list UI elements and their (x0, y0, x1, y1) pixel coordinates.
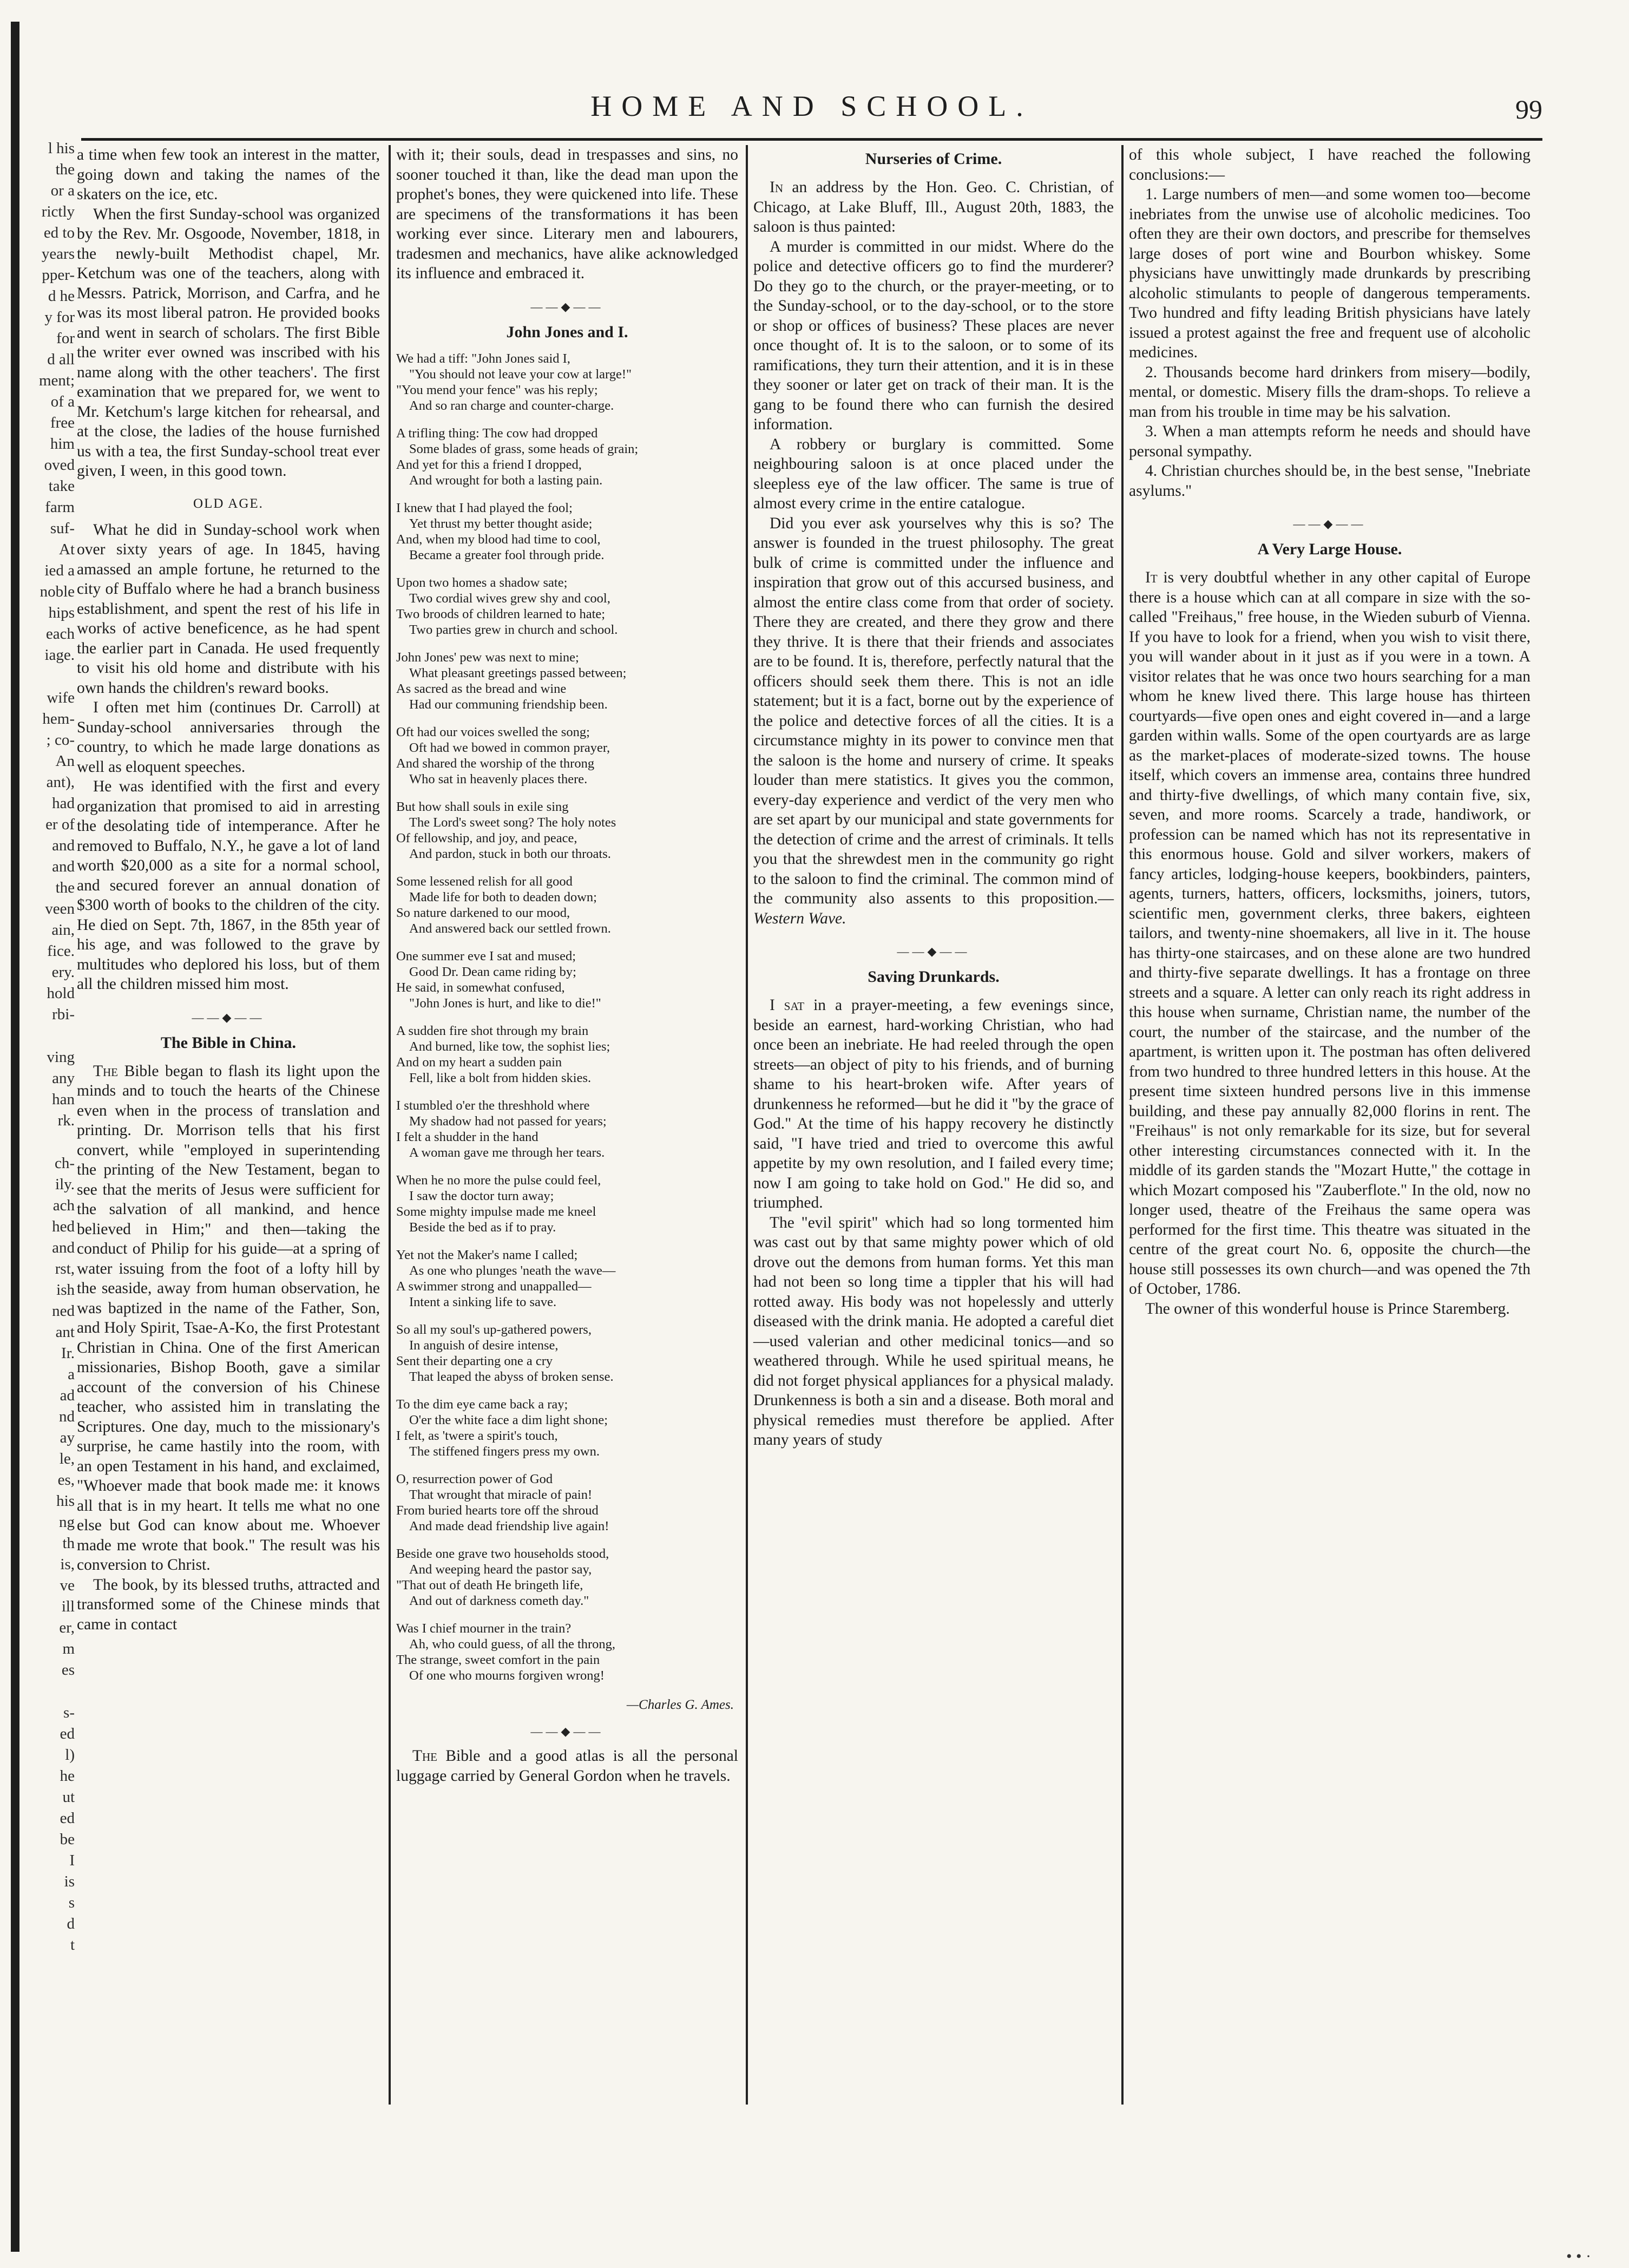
fragment-line: ery. (51, 963, 75, 981)
poem-line: Fell, like a bolt from hidden skies. (409, 1070, 592, 1085)
fragment-line: years (41, 245, 75, 263)
fragment-line: take (48, 477, 75, 495)
column-3 (753, 145, 1114, 1450)
numbered-conclusion: 1. Large numbers of men—and some women too—become inebriates from the unwise use of alcoholic medicines. Too often they are their own doctors, and prescribe for themselves large doses of port wine and Bourbon whiskey. Some physicians have unwittingly made drunkards by prescribing alcoholic stimulants to people of dangerous temperaments. Two hundred and fifty leading British physicians have lately issued a protest against the free and frequent use of alcoholic medicines. (1129, 186, 1531, 361)
fragment-gap (26, 666, 75, 687)
poem-line: Oft had our voices swelled the song; (396, 724, 590, 739)
fragment-line: iage. (44, 646, 75, 664)
poem-stanza (396, 724, 738, 787)
fragment-line: t (70, 1936, 75, 1954)
poem-line: But how shall souls in exile sing (396, 799, 569, 814)
poem-line: The stiffened fingers press my own. (409, 1444, 600, 1459)
poem-line: Yet not the Maker's name I called; (396, 1247, 578, 1262)
fragment-gap (26, 1131, 75, 1153)
poem (396, 351, 738, 1683)
poem-stanza (396, 1546, 738, 1609)
fragment-line: ve (60, 1577, 75, 1594)
fragment-line: le, (59, 1450, 75, 1467)
fragment-line: ach (52, 1197, 75, 1214)
poem-stanza (396, 425, 738, 488)
poem-stanza (396, 1098, 738, 1161)
poem-stanza (396, 1322, 738, 1385)
fragment-line: rictly (41, 203, 75, 220)
fragment-line: his (56, 1492, 75, 1510)
fragment-line: each (45, 625, 75, 643)
poem-line: Intent a sinking life to save. (409, 1294, 557, 1309)
poem-line: A trifling thing: The cow had dropped (396, 425, 598, 441)
poem-stanza (396, 1247, 738, 1310)
article-paragraph: The "evil spirit" which had so long tormented him was cast out by that same mighty power which of old drove out the demons from human forms. Yet this man had not been so long time a tippler that his will had rotted away. His body was not hopelessly and utterly diseased with the drink mania. He adopted a careful diet—used valerian and other medicinal tonics—and so weathered through. While he used spiritual means, he did not forget physical appliances for a physical malady. Drunkenness is both a sin and a disease. Both moral and physical remedies must therefore be applied. After many years of study (753, 1214, 1114, 1448)
poem-line: And weeping heard the pastor say, (409, 1562, 592, 1577)
fragment-line: hem- (42, 710, 75, 727)
poem-line: The Lord's sweet song? The holy notes (409, 815, 616, 830)
poem-stanza (396, 1397, 738, 1459)
poem-line: As one who plunges 'neath the wave— (409, 1263, 616, 1278)
article-paragraph: a time when few took an interest in the matter, going down and taking the names of the skaters on the ice, etc. (77, 146, 380, 203)
source-credit: Western Wave. (753, 909, 846, 927)
fragment-line: er, (59, 1619, 75, 1636)
poem-line: When he no more the pulse could feel, (396, 1172, 601, 1188)
fragment-line: ant (55, 1323, 75, 1341)
page-bottom-marks: • • · (1566, 2247, 1591, 2265)
poem-line: O'er the white face a dim light shone; (409, 1412, 608, 1427)
poem-title: John Jones and I. (506, 323, 628, 341)
column-rule (1121, 145, 1124, 2105)
article-heading: Nurseries of Crime. (865, 150, 1002, 168)
article-paragraph: A murder is committed in our midst. Where do the police and detective officers go to find the murderer? Do they go to the church, or the prayer-meeting, or to the Sunday-school, or to the day-school, or to the store or shop or offices of business? These places are never once thought of. It is to the saloon, or to some of its ramifications, they turn their attention, and it is in these they sooner or later get on track of their man. It is the gang to be found there who can furnish the desired information. (753, 238, 1114, 433)
fragment-line: y for (44, 309, 75, 326)
poem-line: He said, in somewhat confused, (396, 980, 565, 995)
poem-line: We had a tiff: "John Jones said I, (396, 351, 570, 366)
fragment-line: fice. (47, 942, 75, 960)
poem-line: To the dim eye came back a ray; (396, 1397, 568, 1412)
article-paragraph (77, 1061, 380, 1575)
fragment-line: ng (59, 1513, 75, 1531)
poem-line: Beside the bed as if to pray. (409, 1220, 556, 1235)
article-paragraph: What he did in Sunday-school work when over sixty years of age. In 1845, having amassed an ample fortune, he returned to the city of Buffalo where he had a branch business establishment, and spent the rest of his life in works of active beneficence, as he had spent the earlier part in Canada. He used frequently to visit his old home and distribute with his own hands the children's reward books. (77, 521, 380, 697)
fragment-line: hips (48, 604, 75, 621)
lead-word: It (1145, 569, 1158, 586)
poem-line: A sudden fire shot through my brain (396, 1023, 589, 1038)
poem-stanza (396, 1023, 738, 1086)
poem-line: Became a greater fool through pride. (409, 547, 605, 562)
lead-word: In (770, 179, 783, 196)
fragment-line: ut (62, 1788, 75, 1806)
poem-line: And yet for this a friend I dropped, (396, 457, 582, 472)
poem-line: And shared the worship of the throng (396, 756, 595, 771)
fragment-line: a (68, 1366, 75, 1383)
poem-line: A woman gave me through her tears. (409, 1145, 605, 1160)
paragraph-text: an address by the Hon. Geo. C. Christian, of Chicago, at Lake Bluff, Ill., August 20th, 1883, the saloon is thus painted: (753, 179, 1114, 235)
fragment-line: An (55, 752, 75, 770)
poem-line: What pleasant greetings passed between; (409, 665, 627, 680)
fragment-line: of a (50, 393, 75, 410)
poem-stanza (396, 650, 738, 712)
poem-line: So nature darkened to our mood, (396, 905, 570, 920)
fragment-line: ily. (55, 1176, 75, 1193)
fragment-line: and (52, 1239, 75, 1256)
page-header (81, 89, 1542, 141)
poem-line: Had our communing friendship been. (409, 697, 608, 712)
fragment-line: ay (60, 1429, 75, 1446)
fragment-line: l) (65, 1746, 75, 1764)
poem-line: "That out of death He bringeth life, (396, 1577, 583, 1592)
fragment-line: han (52, 1091, 75, 1108)
fragment-line: s- (63, 1704, 75, 1721)
poem-line: Some lessened relish for all good (396, 874, 573, 889)
poem-line: That leaped the abyss of broken sense. (409, 1369, 614, 1384)
article-paragraph: He was identified with the first and every organization that promised to aid in arresting the desolating tide of intemperance. After he removed to Buffalo, N.Y., he gave a lot of land worth $20,000 as a site for a normal school, and secured forever an annual donation of $300 worth of books to the children of the city. He died on Sept. 7th, 1867, in the 85th year of his age, and was followed to the grave by multitudes who deplored his loss, but of them all the children missed him most. (77, 778, 380, 993)
ornament-divider: ——◆—— (530, 1725, 604, 1738)
article-heading: The Bible in China. (160, 1033, 297, 1052)
fragment-line: ed to (43, 224, 75, 241)
fragment-line: d all (47, 351, 75, 368)
article-heading: A Very Large House. (1257, 540, 1402, 558)
column-rule (746, 145, 748, 2105)
paragraph-text: in a prayer-meeting, a few evenings since, beside an earnest, hard-working Christian, who had once been an inebriate. He had reeled through the open streets—an object of pity to his friends, and of burning shame to his heart-broken wife. After years of drunkenness he reformed—but he did it "by the grace of God." At the time of his happy recovery he distinctly said, "I have tried and tried to overcome this awful appetite by my own resolution, and I failed every time; now I am going to take hold on God." He did so, and triumphed. (753, 997, 1114, 1211)
poem-line: And so ran charge and counter-charge. (409, 398, 614, 413)
fragment-line: free (50, 414, 75, 431)
poem-line: I stumbled o'er the threshhold where (396, 1098, 590, 1113)
fragment-line: and (52, 837, 75, 854)
paragraph-text: Bible and a good atlas is all the personal luggage carried by General Gordon when he travels. (396, 1747, 739, 1785)
poem-line: "You mend your fence" was his reply; (396, 382, 598, 397)
numbered-conclusion: 3. When a man attempts reform he needs and should have personal sympathy. (1129, 423, 1531, 460)
binding-rule (11, 22, 19, 2252)
fragment-line: ned (52, 1302, 75, 1320)
paragraph-text: Bible began to flash its light upon the minds and to touch the hearts of the Chinese even when in the process of translation and printing. Dr. Morrison tells that his first convert, while "employed in superintending the printing of the New Testament, began to see that the merits of Jesus were sufficient for the salvation of all mankind, and hence believed in Him;" and then—taking the conduct of Philip for his guide—at a spring of water issuing from the foot of a lofty hill by the seaside, away from human observation, he was baptized in the name of the Father, Son, and Holy Spirit, Tsae-A-Ko, the first Protestant Christian in China. One of the first American missionaries, Bishop Booth, gave a similar account of the conversion of his Chinese teacher, who assisted him in translating the Scriptures. One day, much to the missionary's surprise, he came hastily into the room, with an open Testament in his hand, and exclaimed, "Whoever made that book made me: it knows all that is in my heart. It tells me what no one else but God can know about me. Whoever made me wrote that book." The result was his conversion to Christ. (77, 1062, 380, 1574)
poem-line: Two broods of children learned to hate; (396, 606, 606, 621)
paragraph-text: is very doubtful whether in any other capital of Europe there is a house which can at all compare in size with the so-called "Freihaus," free house, in the Wieden suburb of Vienna. If you have to look for a friend, when you wish to visit there, you will wander about in it just as if you were in a town. A visitor relates that he was once two hours searching for a man whom he knew lived there. This large house has thirteen courtyards—five open ones and eight covered in—and a large garden within walls. Some of the open courtyards are as large as the market-places of moderate-sized towns. The house itself, which covers an immense area, contains three hundred and thirty-five dwellings, of which many contain five, six, seven, and more rooms. Scarcely a trade, handiwork, or profession can be named which has not its representative in this enormous house. Gold and silver workers, makers of fancy articles, lodging-house keepers, bookbinders, painters, agents, turners, hatters, officers, locksmiths, joiners, tutors, scientific men, government clerks, three bakers, eighteen tailors, and twenty-nine shoemakers, all live in it. The house has thirty-one staircases, and on these alone are two hundred and thirty-five separate dwellings. It has a frontage on three streets and a square. A letter can only reach its right address in this house when surname, Christian name, the number of the court, the number of the staircase, and the number of the apartment, is written upon it. The postman has often delivered from two hundred to three hundred letters in this house. At the present time sixteen hundred persons live in this immense building, and these pay annually 82,000 florins in rent. The "Freihaus" is not only remarkable for its size, but for several other interesting circumstances connected with it. In the middle of its garden stands the "Mozart Hutte," the cottage in which Mozart composed his "Zauberflote." In the old, now no longer used, theatre of the Freihaus the same opera was performed for the first time. This theatre was situated in the centre of the great court No. 6, opposite the church—the house still possesses its own church—and was opened the 7th of October, 1786. (1129, 569, 1531, 1297)
poem-line: And, when my blood had time to cool, (396, 532, 601, 547)
article-paragraph (753, 178, 1114, 237)
poem-line: As sacred as the bread and wine (396, 681, 567, 696)
poem-line: Upon two homes a shadow sate; (396, 575, 568, 590)
poem-line: And answered back our settled frown. (409, 921, 611, 936)
fragment-line: wife (47, 689, 75, 706)
poem-line: Good Dr. Dean came riding by; (409, 964, 576, 979)
fragment-line: ied a (44, 562, 75, 579)
article-paragraph (1129, 568, 1531, 1299)
header-rule (81, 138, 1542, 141)
poem-stanza (396, 500, 738, 563)
fragment-line: veen (45, 900, 75, 917)
fragment-line: or a (50, 182, 75, 199)
fragment-line: the (55, 161, 75, 178)
fragment-line: es, (57, 1471, 75, 1489)
poem-line: And made dead friendship live again! (409, 1518, 609, 1533)
poem-line: The strange, sweet comfort in the pain (396, 1652, 600, 1667)
poem-line: John Jones' pew was next to mine; (396, 650, 579, 665)
poem-stanza (396, 1172, 738, 1235)
adjacent-page-strip (0, 0, 75, 2268)
fragment-line: farm (45, 499, 75, 516)
masthead-title: HOME AND SCHOOL. (590, 90, 1033, 122)
fragment-line: Ir. (61, 1345, 75, 1362)
fragment-line: hed (52, 1218, 75, 1235)
article-paragraph (753, 514, 1114, 929)
fragment-line: oved (44, 456, 75, 474)
poem-line: Two cordial wives grew shy and cool, (409, 591, 610, 606)
fragment-line: ed (60, 1725, 75, 1742)
article-paragraph: When the first Sunday-school was organized by the Rev. Mr. Osgoode, November, 1818, in the newly-built Methodist chapel, Mr. Ketchum was one of the teachers, along with Messrs. Patrick, Morrison, and Carfra, and he was its most liberal patron. He provided books and went in search of scholars. The first Bible the writer ever owned was inscribed with his name along with the other teachers'. The first examination that we prepared for, we went to Mr. Ketchum's large kitchen for rehearsal, and at the close, the ladies of the house furnished us with a tea, the first Sunday-school treat ever given, I ween, in this good town. (77, 205, 380, 480)
poem-line: And pardon, stuck in both our throats. (409, 846, 611, 861)
article-paragraph: I often met him (continues Dr. Carroll) at Sunday-school anniversaries through the country, to which he made large donations as well as eloquent speeches. (77, 699, 380, 776)
fragment-line: s (68, 1894, 75, 1911)
poem-line: I knew that I had played the fool; (396, 500, 573, 515)
fragment-line: l his (48, 140, 75, 157)
poem-line: And out of darkness cometh day." (409, 1593, 589, 1608)
paragraph-text: Did you ever ask yourselves why this is so? The answer is founded in the truest philosophy. The great bulk of crime is committed under the influence and inspiration that grow out of this accursed business, and almost the entire class come from that order of society. There they are created, and there they grow and there they thrive. It is there that their friends and associates are to be found. It is, therefore, perfectly natural that the officers should seek them there. This is not an idle statement; but it is a fact, borne out by the experience of the police and detective forces of all the cities. It is a circumstance mighty in its power to convince men that the saloon is the home and nursery of crime. It speaks louder than mere statistics. It gives you the common, every-day experience and verdict of the very men who are set apart by our municipal and state governments for the detection of crime and the arrest of criminals. It tells you that the shrewdest men in the community go right to the saloon to find the criminal. The common mind of the community also assents to this proposition.— (753, 514, 1114, 907)
poem-stanza (396, 874, 738, 936)
ornament-divider: ——◆—— (530, 299, 604, 313)
lead-word: The (412, 1747, 438, 1765)
fragment-line: ain, (51, 921, 75, 939)
poem-line: Made life for both to deaden down; (409, 889, 597, 904)
fragment-line: rbi- (52, 1006, 75, 1023)
fragment-line: ed (60, 1810, 75, 1827)
fragment-line: I (69, 1852, 75, 1869)
ornament-divider: ——◆—— (897, 945, 970, 958)
fragment-line: ish (56, 1281, 75, 1299)
fragment-line: nd (59, 1408, 75, 1425)
poem-line: One summer eve I sat and mused; (396, 948, 576, 963)
fragment-line: rk. (57, 1112, 75, 1129)
fragment-line: suf- (50, 520, 75, 537)
poem-line: "John Jones is hurt, and like to die!" (409, 995, 601, 1011)
poem-line: Sent their departing one a cry (396, 1353, 553, 1368)
adjacent-column-fragments (26, 138, 75, 1956)
poem-line: Of one who mourns forgiven wrong! (409, 1668, 605, 1683)
article-paragraph: The owner of this wonderful house is Prince Staremberg. (1145, 1300, 1510, 1317)
fragment-gap (26, 1681, 75, 1702)
fragment-line: ch- (54, 1155, 75, 1172)
column-2 (396, 145, 738, 1786)
article-paragraph: of this whole subject, I have reached the following conclusions:— (1129, 146, 1531, 183)
poem-line: And wrought for both a lasting pain. (409, 473, 603, 488)
fragment-line: er of (45, 816, 75, 833)
numbered-conclusion: 2. Thousands become hard drinkers from misery—bodily, mental, or domestic. Misery fills the dram-shops. To relieve a man from his trouble in time may be his salvation. (1129, 363, 1531, 421)
fragment-line: pper- (42, 266, 75, 284)
fragment-gap (26, 1025, 75, 1047)
fragment-line: him (50, 435, 75, 453)
fragment-line: he (60, 1767, 75, 1785)
poem-line: Who sat in heavenly places there. (409, 771, 588, 786)
lead-word: The (93, 1062, 119, 1080)
page-number: 99 (1515, 94, 1542, 124)
article-paragraph: with it; their souls, dead in trespasses and sins, no sooner touched it than, like the dead man upon the prophet's bones, they were quickened into life. These are specimens of the transformations it has been working ever since. Literary men and labourers, tradesmen and mechanics, have alike acknowledged its influence and embraced it. (396, 146, 738, 282)
fragment-line: is (64, 1873, 75, 1890)
fragment-line: rst, (55, 1260, 75, 1277)
lead-word: I sat (770, 997, 805, 1014)
poem-line: Of fellowship, and joy, and peace, (396, 830, 577, 845)
fragment-line: had (52, 795, 75, 812)
fragment-line: ant), (46, 774, 75, 791)
fragment-line: is, (60, 1556, 75, 1573)
poem-line: Beside one grave two households stood, (396, 1546, 609, 1561)
fragment-line: hold (47, 985, 75, 1002)
poem-line: Ah, who could guess, of all the throng, (409, 1636, 616, 1651)
poem-line: That wrought that miracle of pain! (409, 1487, 593, 1502)
poem-line: A swimmer strong and unappalled— (396, 1279, 592, 1294)
article-paragraph (396, 1746, 738, 1786)
article-paragraph (753, 995, 1114, 1213)
fragment-line: ill (61, 1598, 75, 1615)
poem-stanza (396, 1471, 738, 1534)
fragment-line: es (61, 1661, 75, 1679)
poem-line: Was I chief mourner in the train? (396, 1621, 572, 1636)
poem-line: From buried hearts tore off the shroud (396, 1503, 599, 1518)
ornament-divider: ——◆—— (192, 1010, 265, 1024)
fragment-line: th (62, 1535, 75, 1552)
fragment-line: the (55, 879, 75, 896)
poem-line: I saw the doctor turn away; (409, 1188, 554, 1203)
poem-line: Some mighty impulse made me kneel (396, 1204, 596, 1219)
column-rule (389, 145, 391, 2105)
column-1 (77, 145, 380, 1634)
section-subheading: OLD AGE. (193, 496, 264, 511)
poem-line: Oft had we bowed in common prayer, (409, 740, 610, 755)
fragment-line: d he (48, 287, 75, 305)
fragment-line: noble (40, 583, 75, 600)
poem-line: My shadow had not passed for years; (409, 1113, 607, 1129)
poem-line: Some blades of grass, some heads of grain; (409, 441, 639, 456)
poem-line: O, resurrection power of God (396, 1471, 553, 1486)
fragment-line: and (52, 858, 75, 875)
column-4 (1129, 145, 1531, 1319)
article-paragraph: The book, by its blessed truths, attracted and transformed some of the Chinese minds that came in contact (77, 1576, 380, 1633)
fragment-line: At (59, 541, 75, 558)
poem-line: And burned, like tow, the sophist lies; (409, 1039, 610, 1054)
poem-line: I felt, as 'twere a spirit's touch, (396, 1428, 558, 1443)
fragment-line: for (56, 330, 75, 347)
fragment-line: be (60, 1831, 75, 1848)
poem-line: In anguish of desire intense, (409, 1338, 559, 1353)
poem-line: Yet thrust my better thought aside; (409, 516, 593, 531)
poem-line: Two parties grew in church and school. (409, 622, 618, 637)
fragment-line: ving (47, 1048, 75, 1066)
poem-stanza (396, 799, 738, 862)
fragment-line: ment; (38, 372, 75, 389)
poem-line: I felt a shudder in the hand (396, 1129, 538, 1144)
fragment-line: any (52, 1070, 75, 1087)
poem-line: "You should not leave your cow at large!" (409, 366, 632, 382)
poem-attribution: —Charles G. Ames. (626, 1697, 734, 1712)
poem-stanza (396, 1621, 738, 1683)
numbered-conclusion: 4. Christian churches should be, in the best sense, "Inebriate asylums." (1129, 462, 1531, 500)
article-paragraph: A robbery or burglary is committed. Some neighbouring saloon is at once placed under the sleepless eye of the law officer. The same is true of almost every crime in the entire catalogue. (753, 435, 1114, 512)
poem-stanza (396, 575, 738, 638)
poem-line: And on my heart a sudden pain (396, 1054, 562, 1070)
fragment-line: ad (60, 1387, 75, 1404)
article-heading: Saving Drunkards. (868, 968, 1000, 986)
poem-line: So all my soul's up-gathered powers, (396, 1322, 592, 1337)
ornament-divider: ——◆—— (1293, 517, 1367, 530)
fragment-line: m (62, 1640, 75, 1657)
fragment-line: d (67, 1915, 75, 1932)
poem-stanza (396, 948, 738, 1011)
fragment-line: ; co- (46, 731, 75, 749)
poem-stanza (396, 351, 738, 414)
